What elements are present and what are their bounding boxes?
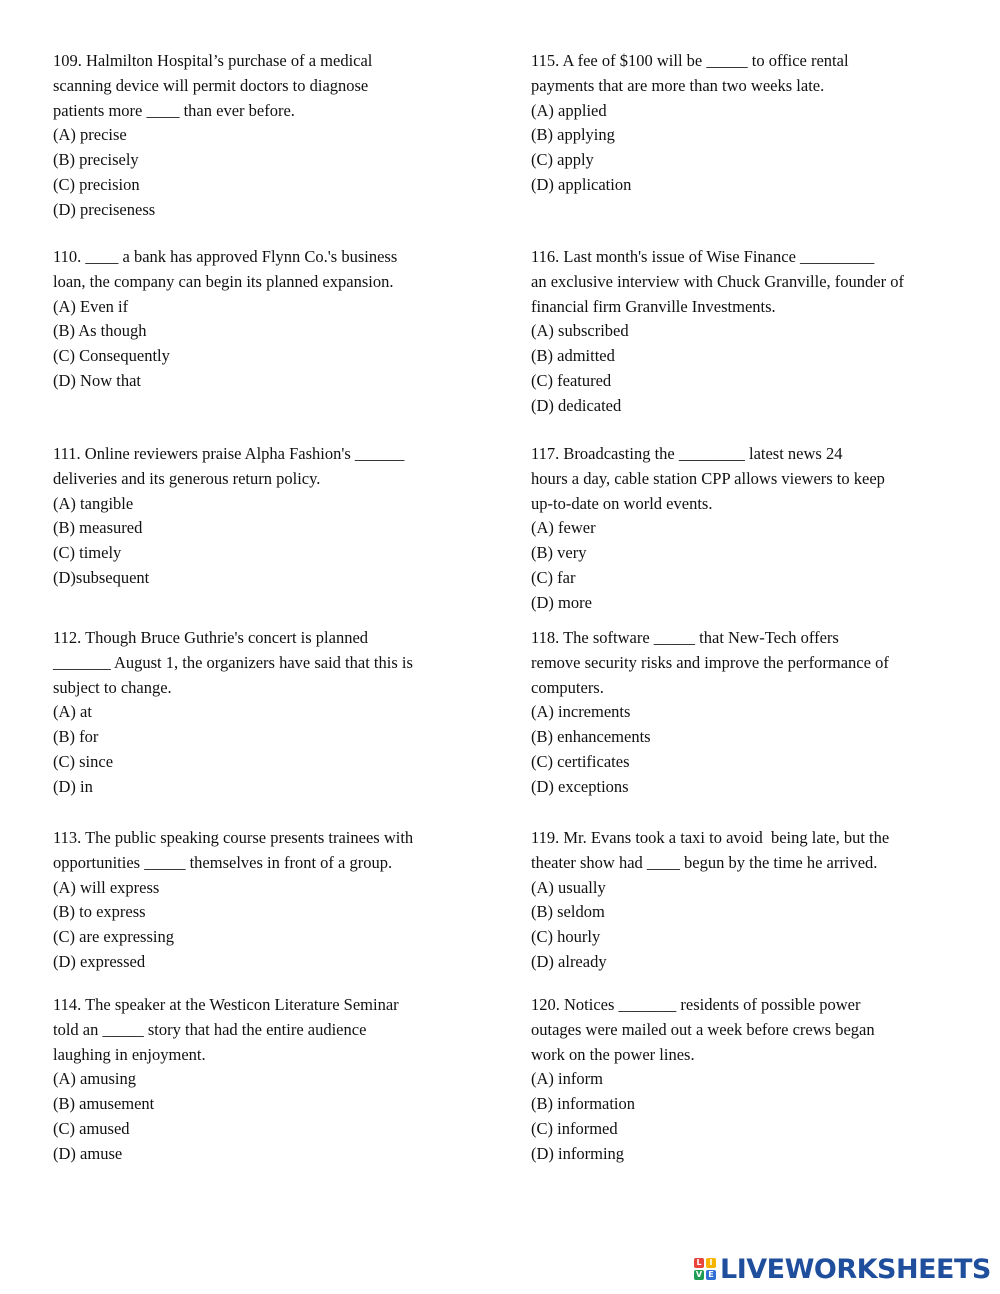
question-text: computers. [531, 677, 604, 697]
option-a[interactable]: (A) applied [531, 100, 607, 120]
option-d[interactable]: (D) preciseness [53, 199, 156, 219]
option-b[interactable]: (B) information [531, 1094, 636, 1114]
option-b[interactable]: (B) As though [53, 321, 147, 341]
option-c[interactable]: (C) Consequently [53, 346, 170, 366]
question-111 [53, 442, 493, 591]
question-text: subject to change. [53, 677, 172, 697]
option-d[interactable]: (D) already [531, 951, 607, 971]
question-114 [53, 993, 493, 1167]
question-text: 115. A fee of $100 will be _____ to office rental [531, 51, 849, 70]
question-112 [53, 626, 493, 800]
option-a[interactable]: (A) will express [53, 877, 160, 897]
question-text: _______ August 1, the organizers have said that this is [53, 652, 413, 672]
option-b[interactable]: (B) seldom [531, 902, 605, 922]
question-text: 120. Notices _______ residents of possible power [531, 995, 861, 1014]
option-a[interactable]: (A) fewer [531, 518, 596, 538]
logo-mark-tile: I [706, 1258, 716, 1268]
option-a[interactable]: (A) subscribed [531, 321, 629, 341]
option-d[interactable]: (D) expressed [53, 951, 146, 971]
option-d[interactable]: (D) amuse [53, 1143, 123, 1163]
logo-text: LIVEWORKSHEETS [720, 1253, 991, 1285]
option-c[interactable]: (C) far [531, 567, 576, 587]
logo-mark-icon [694, 1258, 716, 1280]
question-119 [531, 826, 961, 975]
question-text: 112. Though Bruce Guthrie's concert is planned [53, 628, 369, 647]
option-d[interactable]: (D) in [53, 776, 93, 796]
option-b[interactable]: (B) admitted [531, 346, 615, 366]
option-b[interactable]: (B) enhancements [531, 727, 651, 747]
question-text: laughing in enjoyment. [53, 1044, 206, 1064]
option-d[interactable]: (D) informing [531, 1143, 625, 1163]
option-d[interactable]: (D)subsequent [53, 567, 150, 587]
question-text: 110. ____ a bank has approved Flynn Co.'s business [53, 247, 398, 266]
option-c[interactable]: (C) timely [53, 543, 122, 563]
option-a[interactable]: (A) amusing [53, 1069, 136, 1089]
option-c[interactable]: (C) certificates [531, 751, 630, 771]
question-text: opportunities _____ themselves in front of a group. [53, 852, 393, 872]
option-b[interactable]: (B) precisely [53, 150, 139, 170]
option-a[interactable]: (A) increments [531, 702, 631, 722]
option-c[interactable]: (C) hourly [531, 927, 601, 947]
option-d[interactable]: (D) dedicated [531, 395, 622, 415]
question-116 [531, 245, 961, 419]
option-b[interactable]: (B) to express [53, 902, 146, 922]
option-b[interactable]: (B) amusement [53, 1094, 155, 1114]
question-text: hours a day, cable station CPP allows viewers to keep [531, 468, 885, 488]
option-d[interactable]: (D) exceptions [531, 776, 629, 796]
question-117 [531, 442, 961, 616]
option-b[interactable]: (B) measured [53, 518, 143, 538]
question-113 [53, 826, 493, 975]
question-text: scanning device will permit doctors to diagnose [53, 75, 369, 95]
question-text: deliveries and its generous return policy. [53, 468, 321, 488]
option-c[interactable]: (C) amused [53, 1118, 130, 1138]
question-115 [531, 49, 961, 198]
option-a[interactable]: (A) usually [531, 877, 606, 897]
option-b[interactable]: (B) very [531, 543, 587, 563]
question-text: 118. The software _____ that New-Tech offers [531, 628, 839, 647]
question-text: financial firm Granville Investments. [531, 296, 776, 316]
question-text: 117. Broadcasting the ________ latest news 24 [531, 444, 843, 463]
question-110 [53, 245, 493, 394]
question-text: outages were mailed out a week before crews began [531, 1019, 875, 1039]
question-text: work on the power lines. [531, 1044, 695, 1064]
question-text: payments that are more than two weeks late. [531, 75, 825, 95]
question-text: 113. The public speaking course presents trainees with [53, 828, 414, 847]
option-c[interactable]: (C) featured [531, 370, 612, 390]
option-a[interactable]: (A) Even if [53, 296, 129, 316]
option-d[interactable]: (D) application [531, 174, 632, 194]
question-text: 116. Last month's issue of Wise Finance _________ [531, 247, 875, 266]
question-120 [531, 993, 961, 1167]
option-a[interactable]: (A) precise [53, 125, 127, 145]
option-c[interactable]: (C) apply [531, 150, 594, 170]
question-text: an exclusive interview with Chuck Granville, founder of [531, 271, 904, 291]
question-text: remove security risks and improve the performance of [531, 652, 889, 672]
option-c[interactable]: (C) are expressing [53, 927, 174, 947]
logo-mark-tile: L [694, 1258, 704, 1268]
option-d[interactable]: (D) Now that [53, 370, 141, 390]
logo-mark-tile: E [706, 1270, 716, 1280]
option-c[interactable]: (C) precision [53, 174, 140, 194]
option-b[interactable]: (B) applying [531, 125, 615, 145]
question-118 [531, 626, 961, 800]
option-c[interactable]: (C) informed [531, 1118, 618, 1138]
option-a[interactable]: (A) inform [531, 1069, 603, 1089]
logo-mark-tile: V [695, 1270, 703, 1279]
question-text: 111. Online reviewers praise Alpha Fashion's ______ [53, 444, 405, 463]
question-text: 119. Mr. Evans took a taxi to avoid being late, but the [531, 828, 890, 847]
liveworksheets-logo[interactable] [694, 1253, 991, 1285]
option-b[interactable]: (B) for [53, 727, 99, 747]
question-text: 114. The speaker at the Westicon Literature Seminar [53, 995, 399, 1014]
question-text: 109. Halmilton Hospital’s purchase of a medical [53, 51, 373, 70]
option-a[interactable]: (A) tangible [53, 493, 134, 513]
question-text: loan, the company can begin its planned expansion. [53, 271, 394, 291]
option-a[interactable]: (A) at [53, 702, 92, 722]
question-text: told an _____ story that had the entire audience [53, 1019, 367, 1039]
question-text: patients more ____ than ever before. [53, 100, 295, 120]
option-c[interactable]: (C) since [53, 751, 114, 771]
question-109 [53, 49, 493, 223]
question-text: theater show had ____ begun by the time he arrived. [531, 852, 878, 872]
option-d[interactable]: (D) more [531, 592, 592, 612]
question-text: up-to-date on world events. [531, 493, 713, 513]
